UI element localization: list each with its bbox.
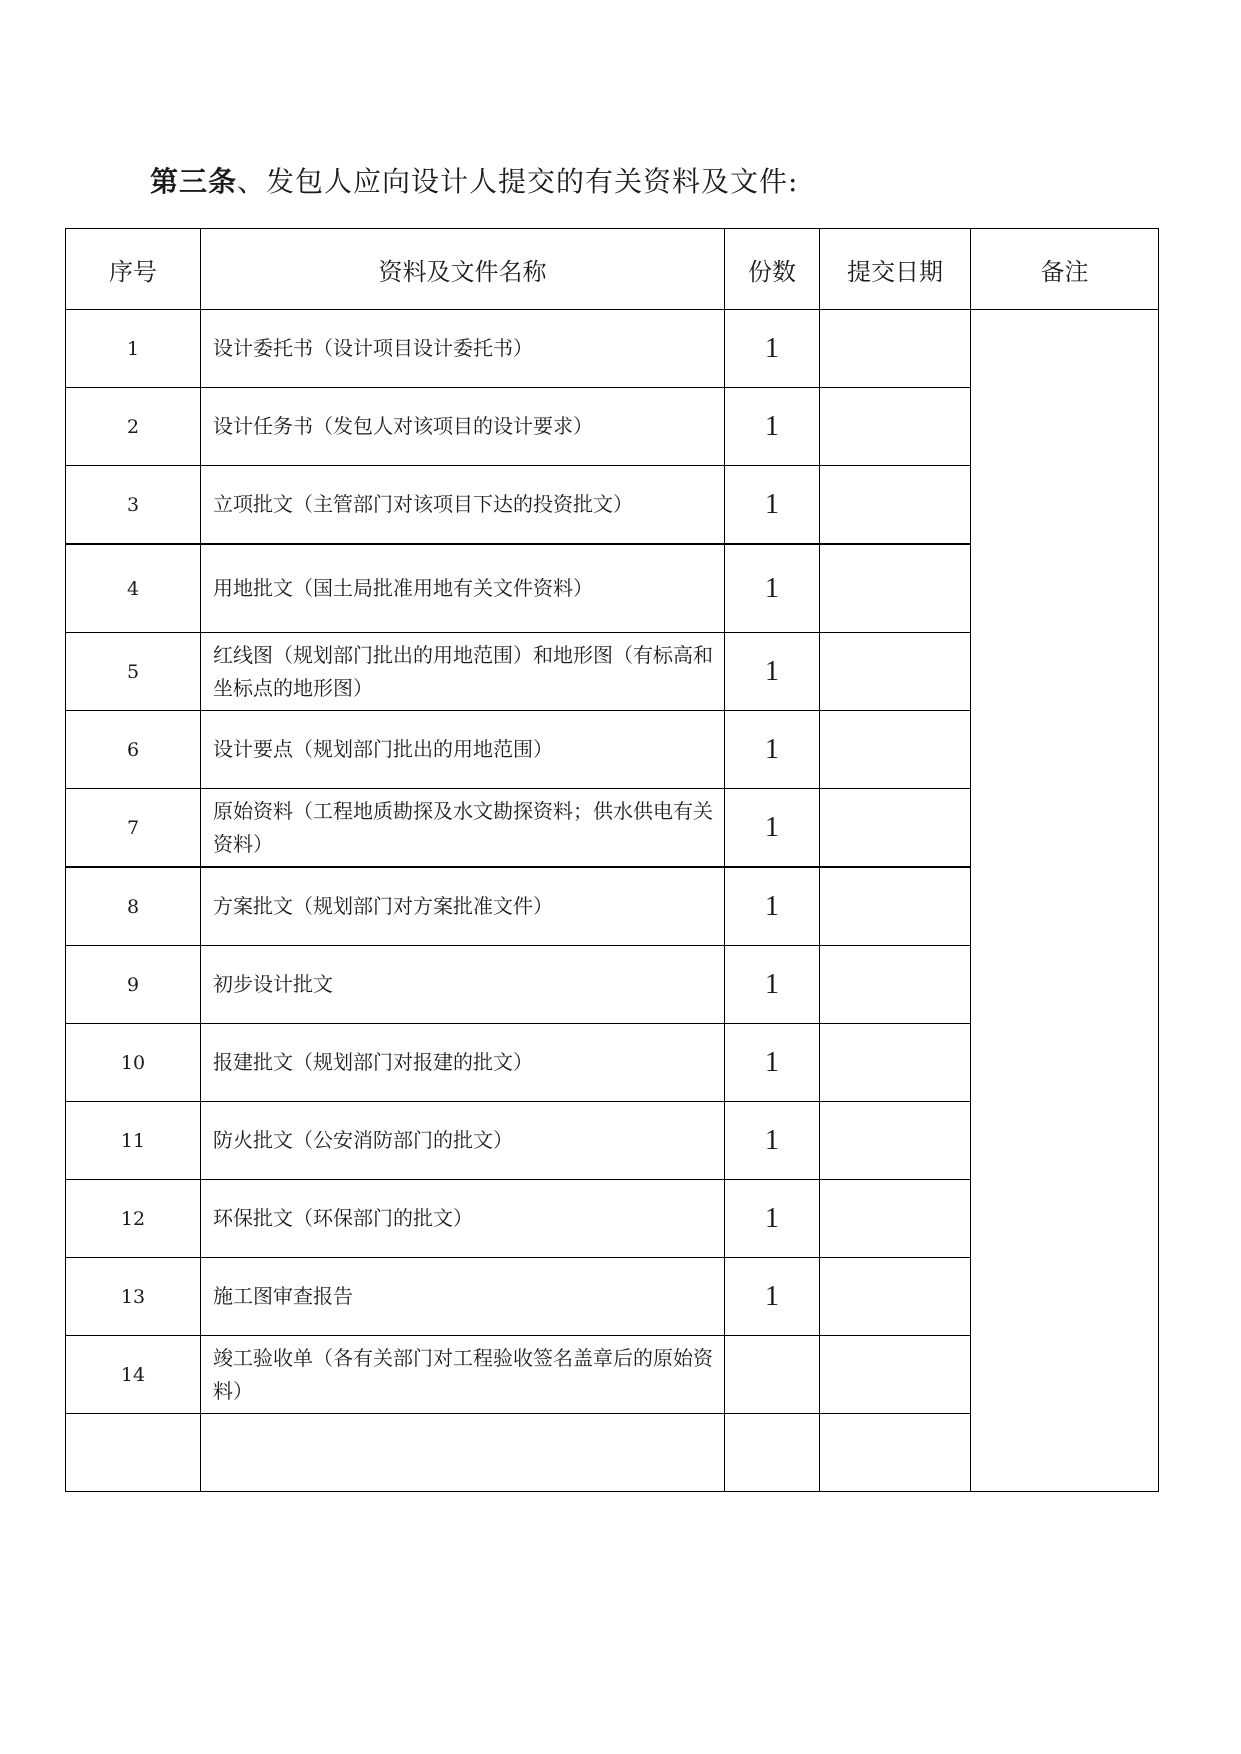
submit-date — [820, 310, 971, 388]
document-name: 设计委托书（设计项目设计委托书） — [201, 310, 725, 388]
document-name: 设计要点（规划部门批出的用地范围） — [201, 711, 725, 789]
heading-article-number: 第三条 — [150, 165, 238, 198]
copies-count: 1 — [725, 789, 820, 868]
row-number: 6 — [66, 711, 201, 789]
submit-date — [820, 388, 971, 466]
copies-count: 1 — [725, 1102, 820, 1180]
document-name: 竣工验收单（各有关部门对工程验收签名盖章后的原始资料） — [201, 1336, 725, 1414]
header-date: 提交日期 — [820, 229, 971, 310]
row-number: 13 — [66, 1258, 201, 1336]
document-name: 原始资料（工程地质勘探及水文勘探资料；供水供电有关资料） — [201, 789, 725, 868]
row-number: 2 — [66, 388, 201, 466]
copies-count: 1 — [725, 946, 820, 1024]
document-name: 报建批文（规划部门对报建的批文） — [201, 1024, 725, 1102]
submit-date — [820, 1180, 971, 1258]
copies-count — [725, 1336, 820, 1414]
copies-count: 1 — [725, 867, 820, 946]
submit-date — [820, 1258, 971, 1336]
submit-date — [820, 1024, 971, 1102]
document-name: 方案批文（规划部门对方案批准文件） — [201, 867, 725, 946]
row-number: 7 — [66, 789, 201, 868]
documents-table — [65, 228, 1159, 1492]
row-number: 11 — [66, 1102, 201, 1180]
row-number — [66, 1414, 201, 1492]
copies-count: 1 — [725, 466, 820, 545]
section-heading — [150, 160, 798, 200]
submit-date — [820, 1336, 971, 1414]
copies-count: 1 — [725, 310, 820, 388]
row-number: 4 — [66, 544, 201, 633]
document-name: 用地批文（国土局批准用地有关文件资料） — [201, 544, 725, 633]
document-name — [201, 1414, 725, 1492]
table-row — [66, 310, 1159, 388]
row-number: 3 — [66, 466, 201, 545]
row-number: 8 — [66, 867, 201, 946]
submit-date — [820, 1414, 971, 1492]
copies-count: 1 — [725, 1024, 820, 1102]
row-number: 10 — [66, 1024, 201, 1102]
document-name: 环保批文（环保部门的批文） — [201, 1180, 725, 1258]
submit-date — [820, 789, 971, 868]
submit-date — [820, 633, 971, 711]
header-name: 资料及文件名称 — [201, 229, 725, 310]
document-name: 红线图（规划部门批出的用地范围）和地形图（有标高和坐标点的地形图） — [201, 633, 725, 711]
submit-date — [820, 946, 971, 1024]
row-number: 9 — [66, 946, 201, 1024]
heading-text: 、发包人应向设计人提交的有关资料及文件: — [237, 165, 799, 198]
copies-count: 1 — [725, 633, 820, 711]
submit-date — [820, 867, 971, 946]
submit-date — [820, 1102, 971, 1180]
remark-cell — [971, 310, 1159, 1492]
row-number: 14 — [66, 1336, 201, 1414]
header-remark: 备注 — [971, 229, 1159, 310]
document-name: 初步设计批文 — [201, 946, 725, 1024]
copies-count: 1 — [725, 1180, 820, 1258]
row-number: 5 — [66, 633, 201, 711]
row-number: 12 — [66, 1180, 201, 1258]
document-name: 防火批文（公安消防部门的批文） — [201, 1102, 725, 1180]
copies-count — [725, 1414, 820, 1492]
header-no: 序号 — [66, 229, 201, 310]
copies-count: 1 — [725, 544, 820, 633]
copies-count: 1 — [725, 388, 820, 466]
document-name: 立项批文（主管部门对该项目下达的投资批文） — [201, 466, 725, 545]
document-name: 施工图审查报告 — [201, 1258, 725, 1336]
copies-count: 1 — [725, 1258, 820, 1336]
copies-count: 1 — [725, 711, 820, 789]
header-copies: 份数 — [725, 229, 820, 310]
submit-date — [820, 711, 971, 789]
row-number: 1 — [66, 310, 201, 388]
document-name: 设计任务书（发包人对该项目的设计要求） — [201, 388, 725, 466]
submit-date — [820, 544, 971, 633]
submit-date — [820, 466, 971, 545]
table-header-row — [66, 229, 1159, 310]
